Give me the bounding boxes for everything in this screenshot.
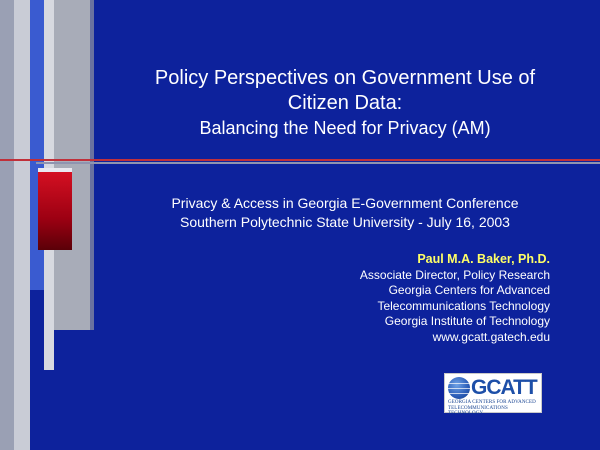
conference-info: [110, 194, 580, 232]
author-title: Associate Director, Policy Research: [359, 267, 550, 282]
author-org-line2: Telecommunications Technology: [377, 298, 550, 313]
logo-subtitle: [448, 400, 538, 417]
decor-bar: [54, 0, 90, 330]
author-institution: Georgia Institute of Technology: [384, 314, 550, 328]
logo-subtitle-line2: TELECOMMUNICATIONS TECHNOLOGY: [448, 405, 508, 416]
gcatt-logo: [444, 373, 542, 416]
title-line-3: Balancing the Need for Privacy (AM): [199, 118, 491, 138]
author-org-line1: Georgia Centers for Advanced: [388, 283, 550, 297]
author-name: Paul M.A. Baker, Ph.D.: [417, 252, 550, 266]
slide-title: [120, 66, 570, 140]
author-block: [250, 252, 550, 345]
decor-bar: [0, 0, 14, 450]
logo-subtitle-line1: GEORGIA CENTERS FOR ADVANCED: [448, 400, 536, 405]
divider-gray: [36, 162, 600, 164]
logo-wordmark: GCATT: [471, 376, 537, 399]
author-website: www.gcatt.gatech.edu: [432, 329, 550, 344]
conference-name: Privacy & Access in Georgia E-Government Conference: [171, 195, 519, 211]
decor-red-block: [38, 172, 72, 250]
decor-bar: [90, 0, 94, 330]
title-line-1: Policy Perspectives on Government Use of: [154, 67, 536, 89]
conference-venue-date: Southern Polytechnic State University - July 16, 2003: [180, 214, 510, 230]
divider-red: [0, 159, 600, 161]
title-line-2: Citizen Data:: [287, 92, 403, 114]
globe-icon: [448, 377, 470, 399]
decor-bar: [14, 0, 30, 450]
